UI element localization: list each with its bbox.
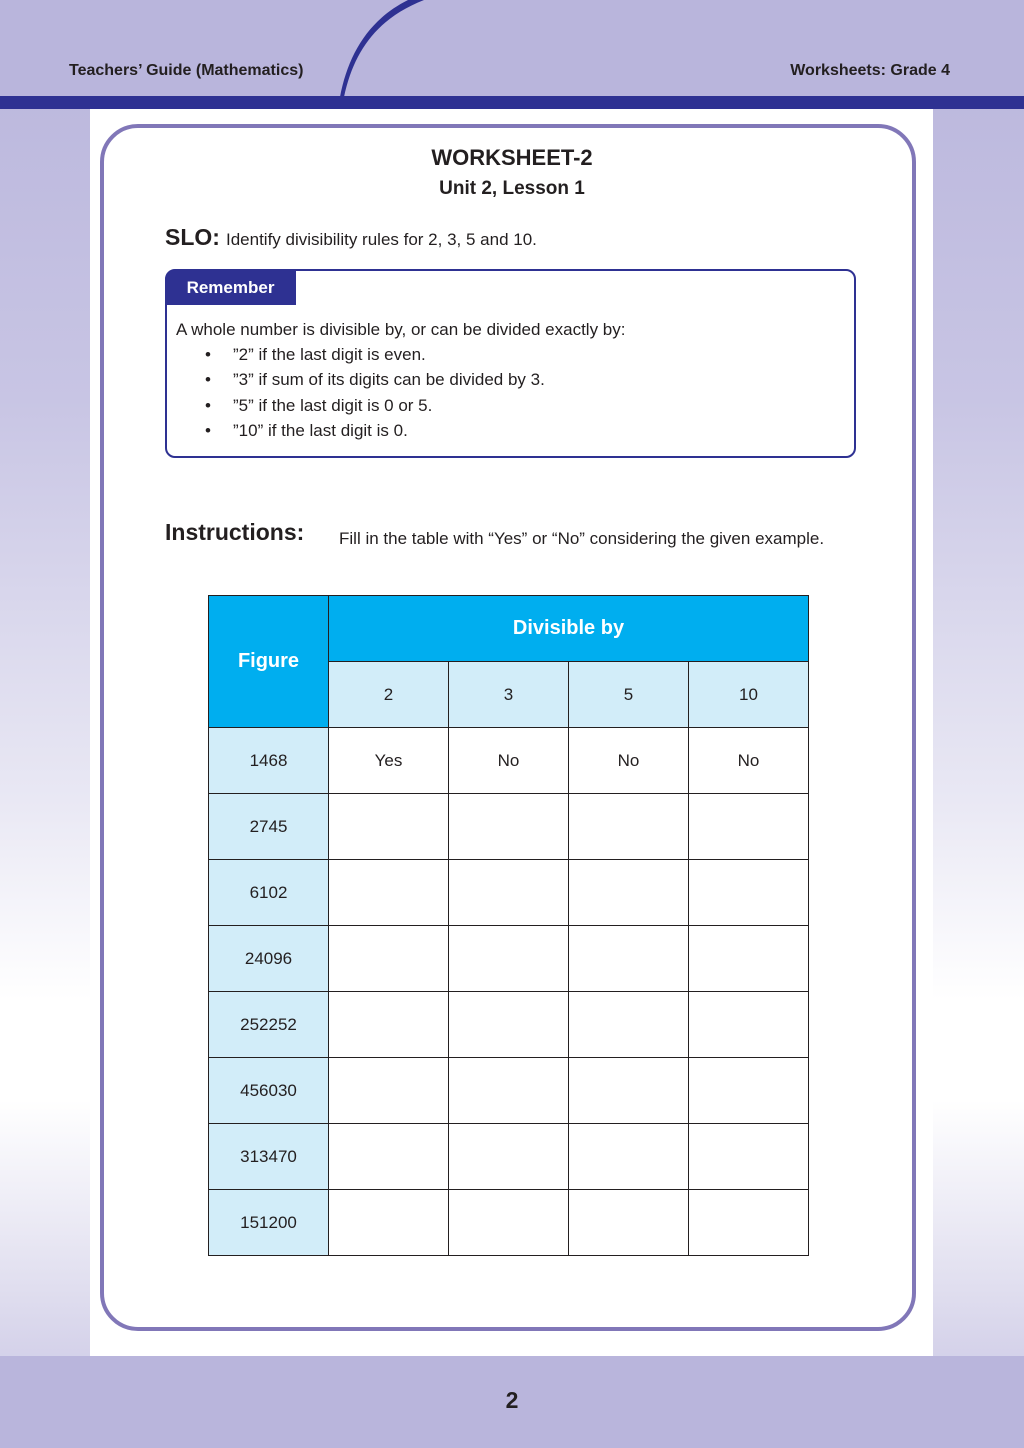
header-grade-title: Worksheets: Grade 4	[790, 62, 950, 79]
instructions-label: Instructions:	[165, 519, 305, 545]
remember-intro: A whole number is divisible by, or can be divided exactly by:	[176, 320, 626, 339]
bullet-icon: •	[205, 370, 211, 390]
table-row	[209, 926, 809, 992]
answer-cell[interactable]	[569, 1058, 689, 1124]
answer-cell[interactable]	[689, 1124, 809, 1190]
worksheet-subtitle: Unit 2, Lesson 1	[439, 178, 585, 199]
figure-cell: 313470	[209, 1124, 329, 1190]
worksheet-title: WORKSHEET-2	[431, 145, 593, 170]
slo-label: SLO:	[165, 224, 220, 250]
answer-cell[interactable]	[569, 1190, 689, 1256]
bullet-icon: •	[205, 345, 211, 364]
bullet-icon: •	[205, 395, 211, 415]
answer-cell[interactable]	[329, 1058, 449, 1124]
answer-cell[interactable]	[449, 794, 569, 860]
table-row	[209, 1058, 809, 1124]
table-row	[209, 992, 809, 1058]
answer-cell[interactable]	[449, 860, 569, 926]
answer-cell[interactable]	[329, 1124, 449, 1190]
header-swoosh-decoration	[330, 0, 440, 100]
answer-cell[interactable]	[569, 794, 689, 860]
answer-cell[interactable]	[449, 1124, 569, 1190]
table-row	[209, 728, 809, 794]
answer-cell[interactable]	[449, 1190, 569, 1256]
table-row	[209, 1124, 809, 1190]
instructions-text: Fill in the table with “Yes” or “No” considering the given example.	[339, 529, 825, 548]
bullet-icon: •	[205, 420, 211, 440]
rule-text: ”5” if the last digit is 0 or 5.	[233, 395, 433, 415]
rule-item	[205, 421, 545, 446]
figure-cell: 2745	[209, 794, 329, 860]
answer-cell[interactable]	[329, 1190, 449, 1256]
header-band	[0, 0, 1024, 96]
answer-cell: No	[449, 728, 569, 794]
answer-cell[interactable]	[689, 1058, 809, 1124]
answer-cell[interactable]	[449, 1058, 569, 1124]
divisible-by-header: Divisible by	[329, 596, 809, 662]
answer-cell[interactable]	[569, 992, 689, 1058]
answer-cell[interactable]	[449, 992, 569, 1058]
answer-cell[interactable]	[569, 860, 689, 926]
divisor-header: 10	[689, 662, 809, 728]
answer-cell[interactable]	[569, 926, 689, 992]
header-guide-title: Teachers’ Guide (Mathematics)	[69, 62, 304, 79]
rule-text: ”10” if the last digit is 0.	[233, 420, 408, 440]
answer-cell: Yes	[329, 728, 449, 794]
answer-cell[interactable]	[449, 926, 569, 992]
slo-text: Identify divisibility rules for 2, 3, 5 and 10.	[226, 230, 537, 249]
divisor-header: 5	[569, 662, 689, 728]
table-row	[209, 1190, 809, 1256]
rule-text: ”2” if the last digit is even.	[233, 345, 426, 364]
rule-item	[205, 396, 545, 421]
figure-column-header: Figure	[209, 596, 329, 728]
answer-cell[interactable]	[689, 794, 809, 860]
remember-tab: Remember	[165, 270, 296, 305]
answer-cell[interactable]	[329, 860, 449, 926]
divisibility-rules-list	[205, 345, 545, 446]
answer-cell[interactable]	[689, 926, 809, 992]
figure-cell: 252252	[209, 992, 329, 1058]
answer-cell[interactable]	[329, 926, 449, 992]
divisor-header: 2	[329, 662, 449, 728]
answer-cell: No	[569, 728, 689, 794]
rule-text: ”3” if sum of its digits can be divided by 3.	[233, 370, 545, 390]
table-row	[209, 860, 809, 926]
answer-cell: No	[689, 728, 809, 794]
answer-cell[interactable]	[689, 860, 809, 926]
figure-cell: 456030	[209, 1058, 329, 1124]
answer-cell[interactable]	[689, 992, 809, 1058]
divisibility-table	[208, 595, 809, 1256]
rule-item	[205, 345, 545, 370]
figure-cell: 1468	[209, 728, 329, 794]
table-header-row	[209, 596, 809, 662]
header-bar	[0, 96, 1024, 109]
page-number: 2	[505, 1387, 519, 1413]
answer-cell[interactable]	[569, 1124, 689, 1190]
rule-item	[205, 370, 545, 395]
answer-cell[interactable]	[329, 992, 449, 1058]
answer-cell[interactable]	[329, 794, 449, 860]
figure-cell: 6102	[209, 860, 329, 926]
answer-cell[interactable]	[689, 1190, 809, 1256]
table-row	[209, 794, 809, 860]
divisor-header: 3	[449, 662, 569, 728]
figure-cell: 151200	[209, 1190, 329, 1256]
figure-cell: 24096	[209, 926, 329, 992]
